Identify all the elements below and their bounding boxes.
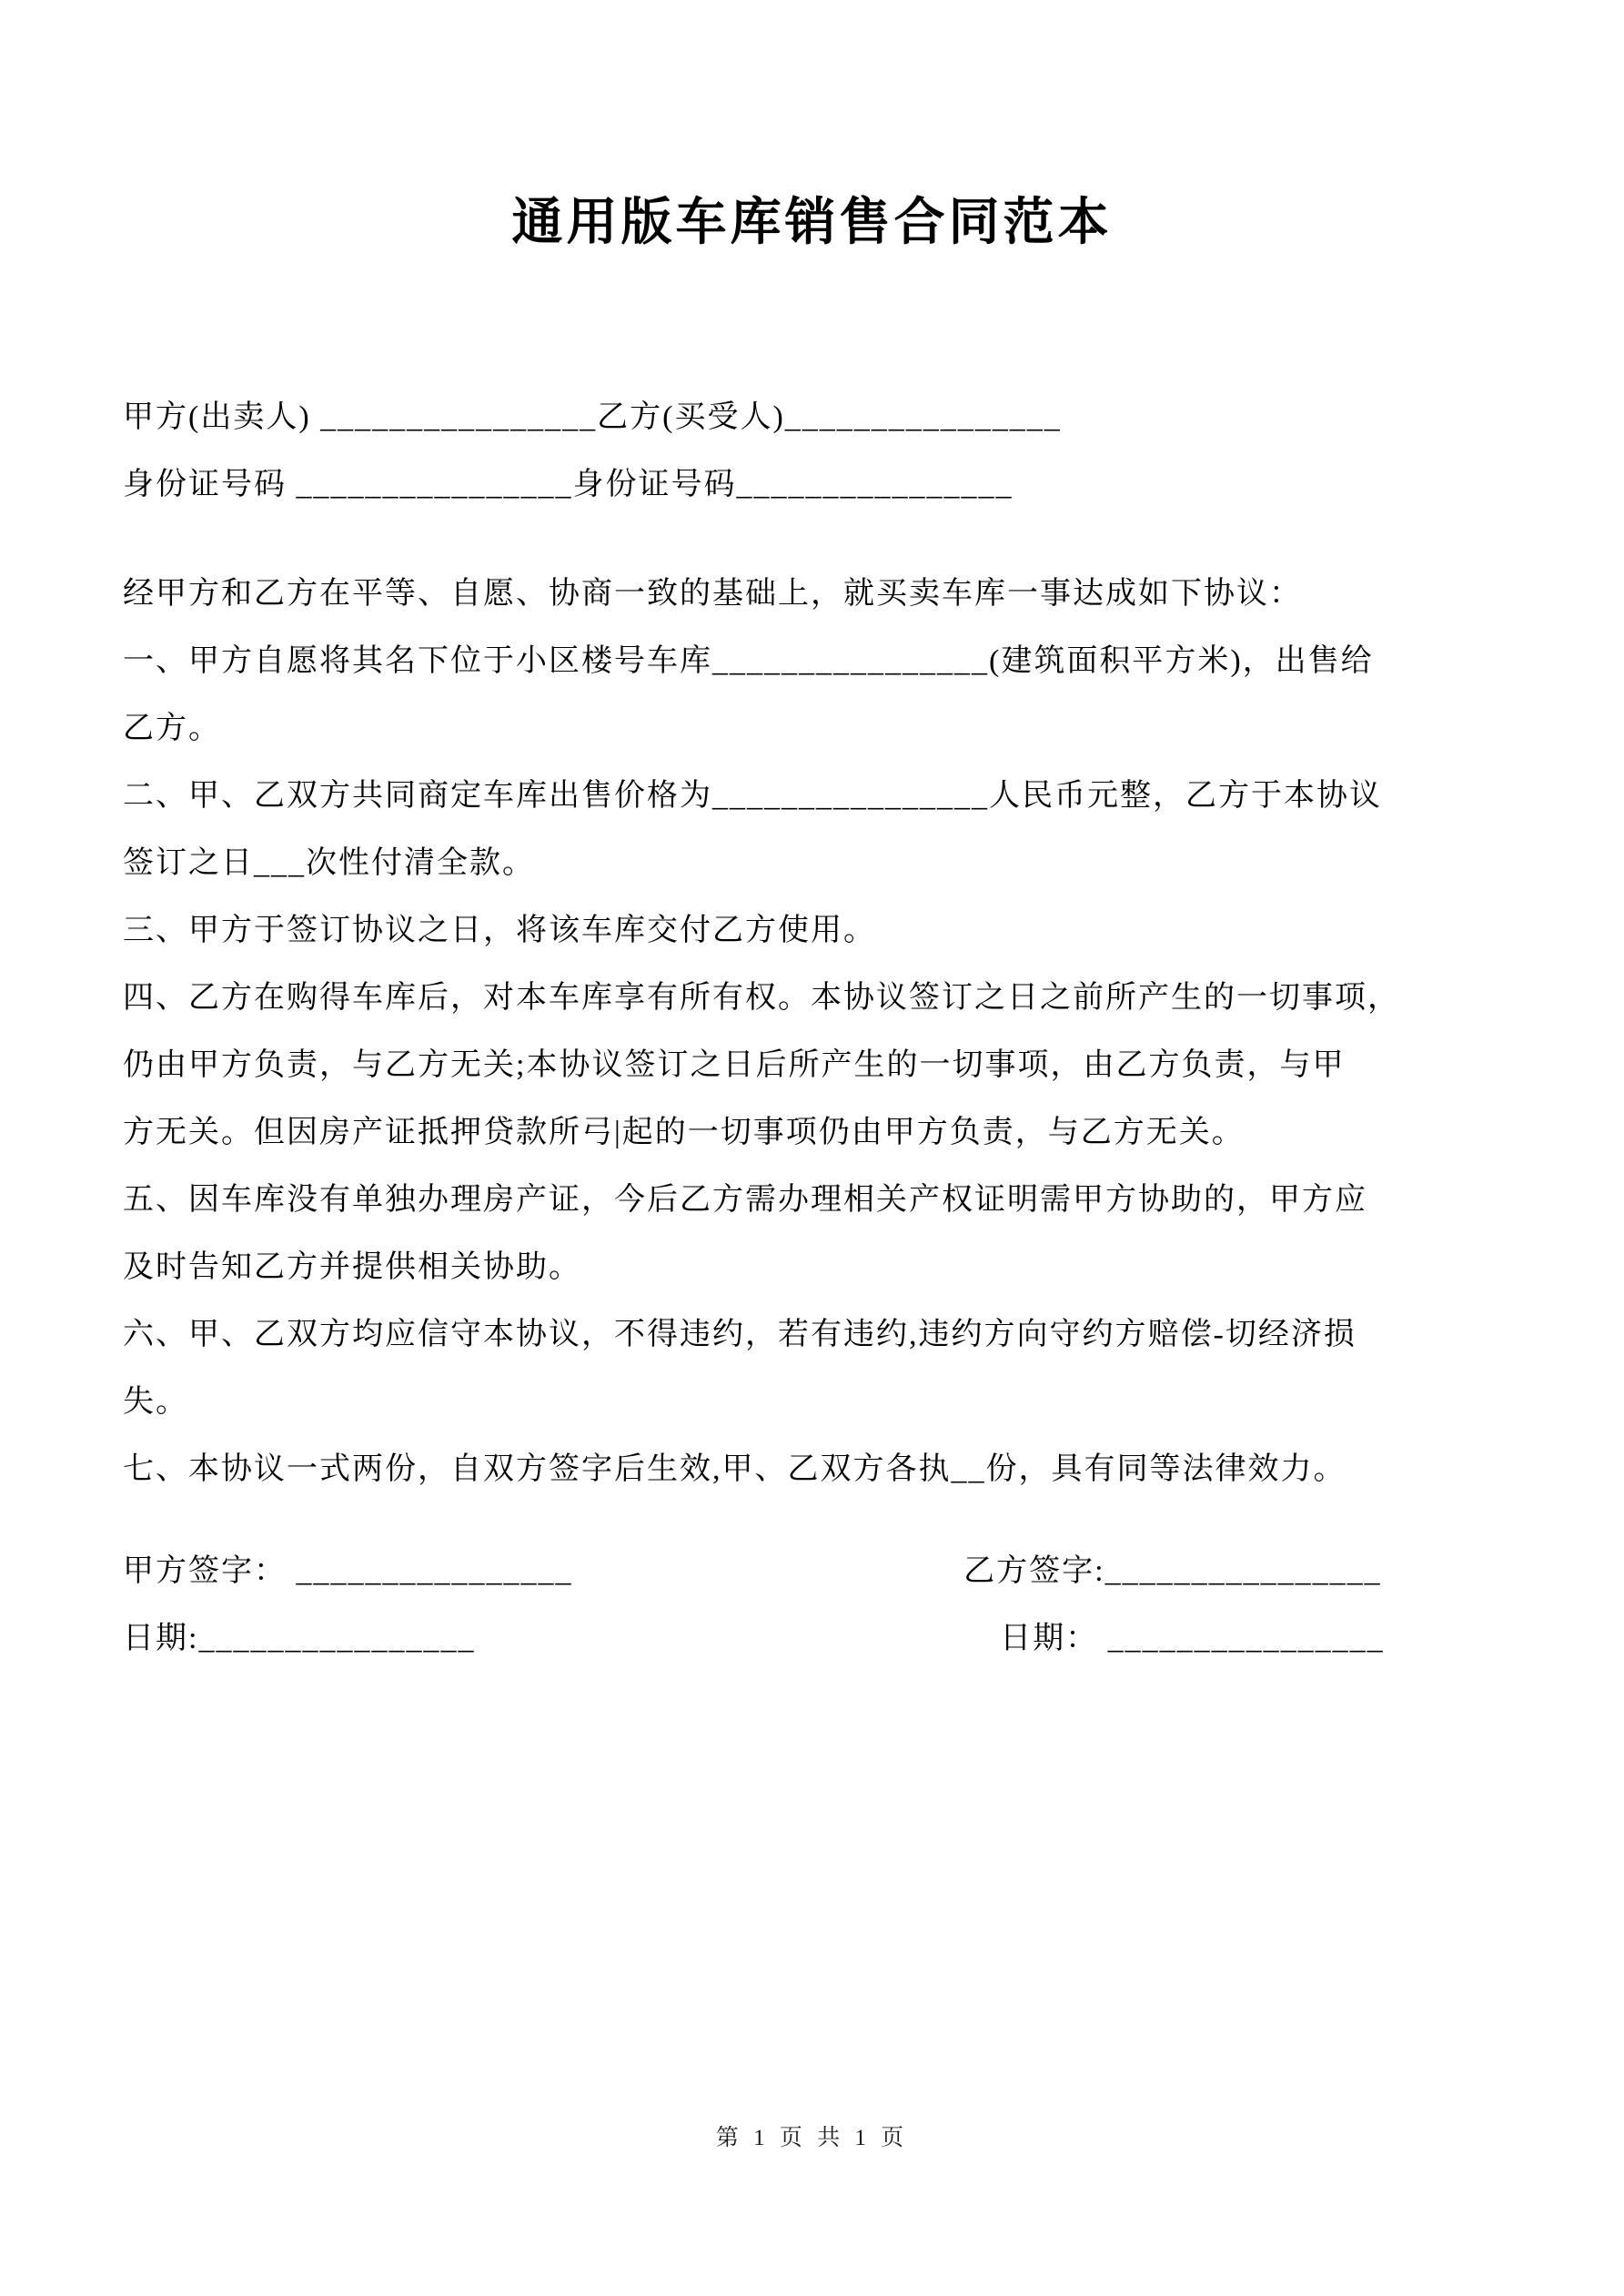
page-number-footer: 第 1 页 共 1 页 — [715, 2126, 909, 2150]
party-a-signature-line: 甲方签字： ________________ — [123, 1554, 573, 1588]
clause-7-line: 七、本协议一式两份，自双方签字后生效,甲、乙双方各执__份，具有同等法律效力。 — [123, 1452, 1347, 1486]
signature-block — [123, 1538, 1501, 1673]
clause-2-line-1: 二、甲、乙双方共同商定车库出售价格为________________人民币元整，乙方于本协议 — [123, 779, 1382, 813]
party-names-line: 甲方(出卖人) ________________乙方(买受人)________________ — [123, 400, 1062, 434]
party-a-date-line: 日期:________________ — [123, 1622, 476, 1655]
clause-1-line-1: 一、甲方自愿将其名下位于小区楼号车库________________(建筑面积平方米)，出售给 — [123, 644, 1374, 678]
clause-6-line-1: 六、甲、乙双方均应信守本协议，不得违约，若有违约,违约方向守约方赔偿-切经济损 — [123, 1318, 1357, 1351]
clause-4-line-2: 仍由甲方负责，与乙方无关;本协议签订之日后所产生的一切事项，由乙方负责，与甲 — [123, 1048, 1346, 1082]
clause-4-line-3: 方无关。但因房产证抵押贷款所弓|起的一切事项仍由甲方负责，与乙方无关。 — [123, 1116, 1245, 1149]
clause-5-line-1: 五、因车库没有单独办理房产证，今后乙方需办理相关产权证明需甲方协助的，甲方应 — [123, 1183, 1367, 1217]
party-info-block — [123, 384, 1501, 519]
date-row — [123, 1605, 1501, 1673]
clause-2-line-2: 签订之日___次性付清全款。 — [123, 846, 535, 880]
contract-preamble-line: 经甲方和乙方在平等、自愿、协商一致的基础上，就买卖车库一事达成如下协议： — [123, 577, 1302, 611]
clause-6-line-2: 失。 — [123, 1385, 188, 1419]
clause-5-line-2: 及时告知乙方并提供相关协助。 — [123, 1250, 581, 1284]
party-id-numbers-line: 身份证号码 ________________身份证号码________________ — [123, 468, 1014, 501]
clause-1-line-2: 乙方。 — [123, 712, 221, 745]
signature-row — [123, 1538, 1501, 1605]
document-title: 通用版车库销售合同范本 — [511, 195, 1113, 251]
contract-body — [123, 561, 1501, 1503]
party-b-date-line: 日期： ________________ — [1000, 1622, 1385, 1655]
clause-4-line-1: 四、乙方在购得车库后，对本车库享有所有权。本协议签订之日之前所产生的一切事项， — [123, 981, 1400, 1015]
party-b-signature-line: 乙方签字:________________ — [963, 1554, 1382, 1588]
clause-3-line: 三、甲方于签订协议之日，将该车库交付乙方使用。 — [123, 914, 876, 947]
